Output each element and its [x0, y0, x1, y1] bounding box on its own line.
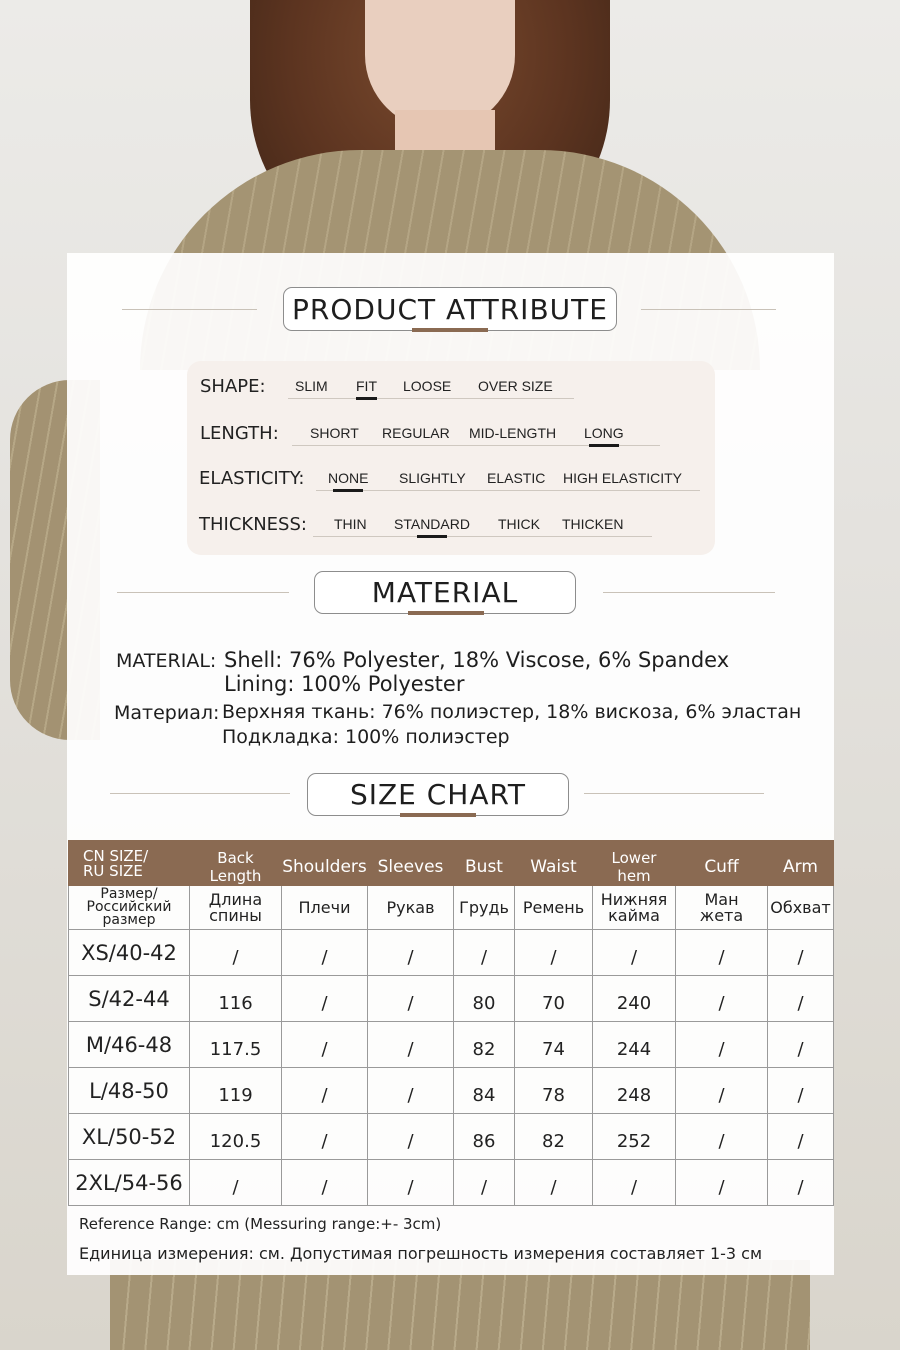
attribute-option: OVER SIZE	[478, 378, 553, 394]
header-cell: CN SIZE/ RU SIZE	[69, 841, 190, 886]
table-cell: 86	[454, 1114, 515, 1160]
header-cell-ru: Плечи	[282, 886, 368, 930]
table-row	[69, 1022, 834, 1068]
size-label-cell: L/48-50	[69, 1068, 190, 1114]
attribute-option: THICKEN	[562, 516, 624, 532]
attribute-label: ELASTICITY:	[199, 468, 305, 489]
selected-underline	[356, 397, 377, 400]
header-cell-ru: Длина спины	[190, 886, 282, 930]
reference-note-en: Reference Range: cm (Messuring range:+- 3cm)	[79, 1215, 442, 1233]
size-chart-title: SIZE CHART	[307, 773, 569, 816]
table-cell: /	[282, 1160, 368, 1206]
table-cell: /	[368, 976, 454, 1022]
table-cell: 78	[515, 1068, 593, 1114]
attribute-option: THICK	[498, 516, 540, 532]
attribute-option: SLIM	[295, 378, 328, 394]
attribute-option: HIGH ELASTICITY	[563, 470, 683, 486]
material-shell-en: Shell: 76% Polyester, 18% Viscose, 6% Spandex	[224, 648, 730, 672]
material-shell-ru: Верхняя ткань: 76% полиэстер, 18% вискоза, 6% эластан	[222, 701, 802, 723]
table-cell: /	[768, 976, 834, 1022]
attribute-option: REGULAR	[382, 425, 450, 441]
attribute-baseline	[316, 490, 700, 491]
attribute-baseline	[288, 398, 574, 399]
table-cell: /	[368, 1068, 454, 1114]
header-cell-ru: Ремень	[515, 886, 593, 930]
material-label-ru: Материал:	[114, 702, 220, 724]
attribute-option-selected: STANDARD	[394, 516, 470, 532]
divider-line	[122, 309, 257, 310]
product-attribute-title: PRODUCT ATTRIBUTE	[283, 287, 617, 331]
material-label-en: MATERIAL:	[116, 650, 217, 672]
table-cell: /	[282, 976, 368, 1022]
table-cell: /	[454, 930, 515, 976]
size-label-cell: XL/50-52	[69, 1114, 190, 1160]
header-cell-ru: Размер/ Российский размер	[69, 886, 190, 930]
header-cell: Arm	[768, 841, 834, 886]
table-cell: /	[282, 1068, 368, 1114]
table-cell: /	[768, 1022, 834, 1068]
divider-line	[110, 793, 290, 794]
header-cell: Cuff	[676, 841, 768, 886]
table-cell: 82	[515, 1114, 593, 1160]
size-label-cell: XS/40-42	[69, 930, 190, 976]
attribute-label: THICKNESS:	[199, 514, 307, 535]
attribute-option: THIN	[334, 516, 367, 532]
header-cell-ru: Обхват	[768, 886, 834, 930]
header-cell-ru: Рукав	[368, 886, 454, 930]
table-cell: /	[676, 976, 768, 1022]
table-cell: /	[368, 1022, 454, 1068]
attribute-option-selected: FIT	[356, 378, 377, 394]
material-lining-ru: Подкладка: 100% полиэстер	[222, 726, 510, 748]
table-cell: 116	[190, 976, 282, 1022]
table-header-ru	[69, 886, 834, 930]
header-cell-ru: Нижняя кайма	[593, 886, 676, 930]
table-cell: /	[190, 1160, 282, 1206]
table-cell: /	[768, 1160, 834, 1206]
selected-underline	[417, 535, 447, 538]
table-cell: 248	[593, 1068, 676, 1114]
table-cell: /	[768, 930, 834, 976]
size-label-cell: M/46-48	[69, 1022, 190, 1068]
table-cell: /	[282, 1114, 368, 1160]
divider-line	[641, 309, 776, 310]
table-row	[69, 976, 834, 1022]
table-cell: /	[282, 1022, 368, 1068]
material-title: MATERIAL	[314, 571, 576, 614]
table-cell: /	[593, 1160, 676, 1206]
table-cell: /	[676, 1022, 768, 1068]
header-cell: Waist	[515, 841, 593, 886]
table-row	[69, 1068, 834, 1114]
table-cell: 70	[515, 976, 593, 1022]
attribute-option-selected: LONG	[584, 425, 624, 441]
table-cell: /	[368, 930, 454, 976]
table-cell: 120.5	[190, 1114, 282, 1160]
attribute-baseline	[313, 536, 652, 537]
table-cell: /	[676, 1068, 768, 1114]
header-cell-ru: Грудь	[454, 886, 515, 930]
table-cell: /	[368, 1160, 454, 1206]
divider-line	[117, 592, 289, 593]
size-label-cell: 2XL/54-56	[69, 1160, 190, 1206]
table-cell: /	[593, 930, 676, 976]
table-row	[69, 1160, 834, 1206]
table-cell: /	[768, 1114, 834, 1160]
table-cell: 80	[454, 976, 515, 1022]
attribute-option-selected: NONE	[328, 470, 369, 486]
table-cell: 119	[190, 1068, 282, 1114]
attribute-option: ELASTIC	[487, 470, 546, 486]
header-cell: Bust	[454, 841, 515, 886]
table-cell: 244	[593, 1022, 676, 1068]
table-cell: /	[676, 1160, 768, 1206]
table-header-en	[69, 841, 834, 886]
size-label-cell: S/42-44	[69, 976, 190, 1022]
size-table	[68, 840, 834, 1206]
attribute-label: SHAPE:	[200, 376, 266, 397]
header-cell: Shoulders	[282, 841, 368, 886]
table-cell: 240	[593, 976, 676, 1022]
header-cell: Back Length	[190, 841, 282, 886]
table-row	[69, 1114, 834, 1160]
table-row	[69, 930, 834, 976]
table-cell: /	[282, 930, 368, 976]
table-cell: 74	[515, 1022, 593, 1068]
divider-line	[584, 793, 764, 794]
title-accent-bar	[400, 813, 476, 817]
reference-note-ru: Единица измерения: см. Допустимая погрешность измерения составляет 1-3 см	[79, 1244, 763, 1263]
selected-underline	[589, 444, 619, 447]
attribute-option: SHORT	[310, 425, 359, 441]
table-cell: /	[768, 1068, 834, 1114]
attribute-label: LENGTH:	[200, 423, 279, 444]
table-cell: /	[190, 930, 282, 976]
title-accent-bar	[412, 328, 488, 332]
table-cell: /	[676, 1114, 768, 1160]
table-cell: /	[676, 930, 768, 976]
attribute-option: SLIGHTLY	[399, 470, 466, 486]
selected-underline	[333, 489, 363, 492]
table-cell: 117.5	[190, 1022, 282, 1068]
table-cell: 82	[454, 1022, 515, 1068]
header-cell: Lower hem	[593, 841, 676, 886]
table-cell: 252	[593, 1114, 676, 1160]
attribute-option: MID-LENGTH	[469, 425, 557, 441]
title-accent-bar	[408, 611, 484, 615]
header-cell: Sleeves	[368, 841, 454, 886]
material-lining-en: Lining: 100% Polyester	[224, 672, 465, 696]
attribute-option: LOOSE	[403, 378, 452, 394]
table-cell: /	[454, 1160, 515, 1206]
table-cell: /	[515, 930, 593, 976]
table-cell: 84	[454, 1068, 515, 1114]
header-cell-ru: Ман жета	[676, 886, 768, 930]
divider-line	[603, 592, 775, 593]
table-cell: /	[368, 1114, 454, 1160]
table-cell: /	[515, 1160, 593, 1206]
